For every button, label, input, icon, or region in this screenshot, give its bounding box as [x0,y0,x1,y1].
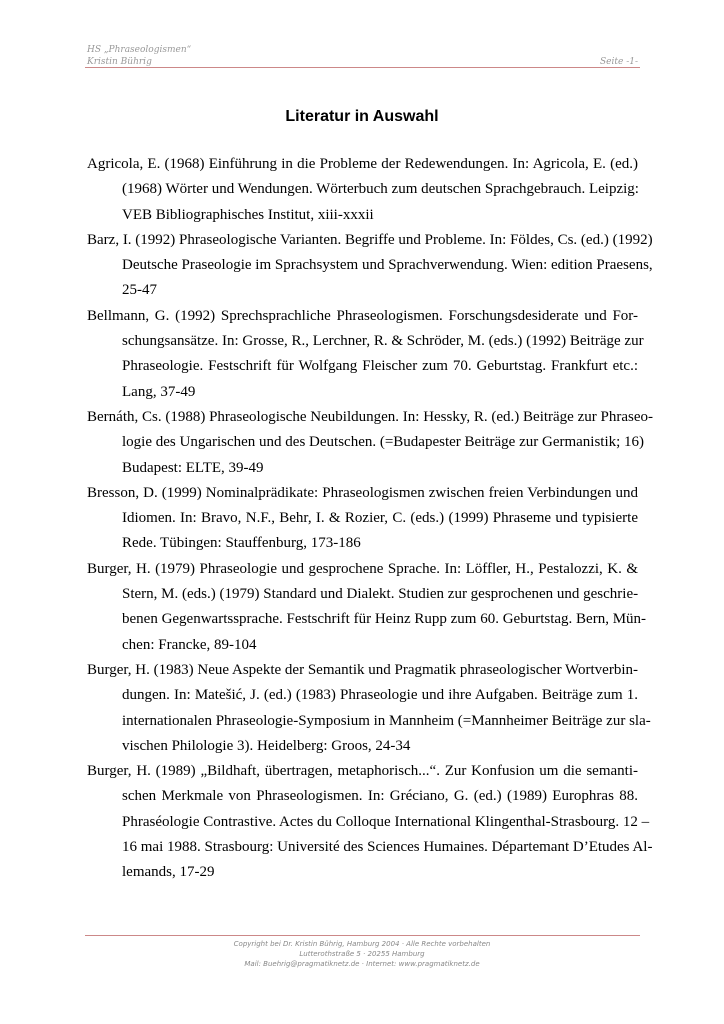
entry-line: Agricola, E. (1968) Einführung in die Probleme der Redewendungen. In: Agricola, E. (ed.) [87,156,638,172]
bibliography-entry [87,557,647,658]
entry-line: Deutsche Praseologie im Sprachsystem und Sprachverwendung. Wien: edition Praesens, [122,257,653,274]
entry-line: Burger, H. (1979) Phraseologie und gesprochene Sprache. In: Löffler, H., Pestalozzi, K. & [87,560,638,577]
entry-line: schen Merkmale von Phraseologismen. In: Gréciano, G. (ed.) (1989) Europhras 88. [122,788,638,805]
entry-line: chen: Francke, 89-104 [122,636,257,653]
entry-line: Bernáth, Cs. (1988) Phraseologische Neubildungen. In: Hessky, R. (ed.) Beiträge zur Phraseo- [87,408,653,425]
entry-line: Budapest: ELTE, 39-49 [122,459,264,476]
entry-line: lemands, 17-29 [122,864,215,881]
entry-line: benen Gegenwartssprache. Festschrift für Heinz Rupp zum 60. Geburtstag. Bern, Mün- [122,611,647,628]
header-page-number: Seite -1- [600,57,638,67]
entry-line: Phraséologie Contrastive. Actes du Colloque International Klingenthal-Strasbourg. 12 – [122,813,650,830]
header-course: HS „Phraseologismen“ [87,45,192,55]
bibliography-entry [87,304,644,405]
entry-line: Barz, I. (1992) Phraseologische Varianten. Begriffe und Probleme. In: Földes, Cs. (ed.) (1992) [87,231,653,248]
entry-line: vischen Philologie 3). Heidelberg: Groos, 24-34 [122,737,411,754]
entry-line: (1968) Wörter und Wendungen. Wörterbuch zum deutschen Sprachgebrauch. Leipzig: [122,181,639,198]
bibliography-entry [87,405,653,481]
bibliography-entry [87,152,638,228]
bibliography-entry [87,658,651,759]
entry-line: Burger, H. (1989) „Bildhaft, übertragen, metaphorisch...“. Zur Konfusion um die semanti- [87,763,638,780]
entry-line: internationalen Phraseologie-Symposium in Mannheim (=Mannheimer Beiträge zur sla- [122,712,651,729]
footer-divider [85,935,640,936]
entry-line: schungsansätze. In: Grosse, R., Lerchner, R. & Schröder, M. (eds.) (1992) Beiträge zur [122,333,644,350]
entry-line: Stern, M. (eds.) (1979) Standard und Dialekt. Studien zur gesprochenen und geschrie- [122,586,639,603]
entry-line: Bresson, D. (1999) Nominalprädikate: Phraseologismen zwischen freien Verbindungen und [87,484,638,501]
entry-line: 16 mai 1988. Strasbourg: Université des Sciences Humaines. Départemant D’Etudes Al- [122,839,653,856]
header-author: Kristin Bührig [87,57,152,67]
entry-line: Idiomen. In: Bravo, N.F., Behr, I. & Rozier, C. (eds.) (1999) Phraseme und typisierte [122,510,638,527]
entry-line: Burger, H. (1983) Neue Aspekte der Semantik und Pragmatik phraseologischer Wortverbin- [87,661,638,678]
entry-line: Bellmann, G. (1992) Sprechsprachliche Phraseologismen. Forschungsdesiderate und For- [87,307,638,324]
header-divider [85,67,640,68]
bibliography-entry [87,481,638,557]
bibliography-list [87,152,653,886]
footer [0,939,724,969]
bibliography-entry [87,228,653,304]
entry-line: 25-47 [122,282,157,299]
entry-line: Lang, 37-49 [122,383,196,400]
entry-line: dungen. In: Matešić, J. (ed.) (1983) Phraseologie und ihre Aufgaben. Beiträge zum 1. [122,687,638,704]
page-title: Literatur in Auswahl [285,108,439,125]
entry-line: logie des Ungarischen und des Deutschen. (=Budapester Beiträge zur Germanistik; 16) [122,434,645,451]
footer-contact: Mail: Buehrig@pragmatiknetz.de · Internet: www.pragmatiknetz.de [244,960,480,968]
entry-line: Rede. Tübingen: Stauffenburg, 173-186 [122,535,361,552]
entry-line: VEB Bibliographisches Institut, xiii-xxxii [122,206,374,223]
entry-line: Phraseologie. Festschrift für Wolfgang Fleischer zum 70. Geburtstag. Frankfurt etc.: [122,358,638,375]
footer-address: Lutterothstraße 5 · 20255 Hamburg [299,950,425,958]
bibliography-entry [87,759,653,885]
footer-copyright: Copyright bei Dr. Kristin Bührig, Hamburg 2004 · Alle Rechte vorbehalten [233,940,491,948]
